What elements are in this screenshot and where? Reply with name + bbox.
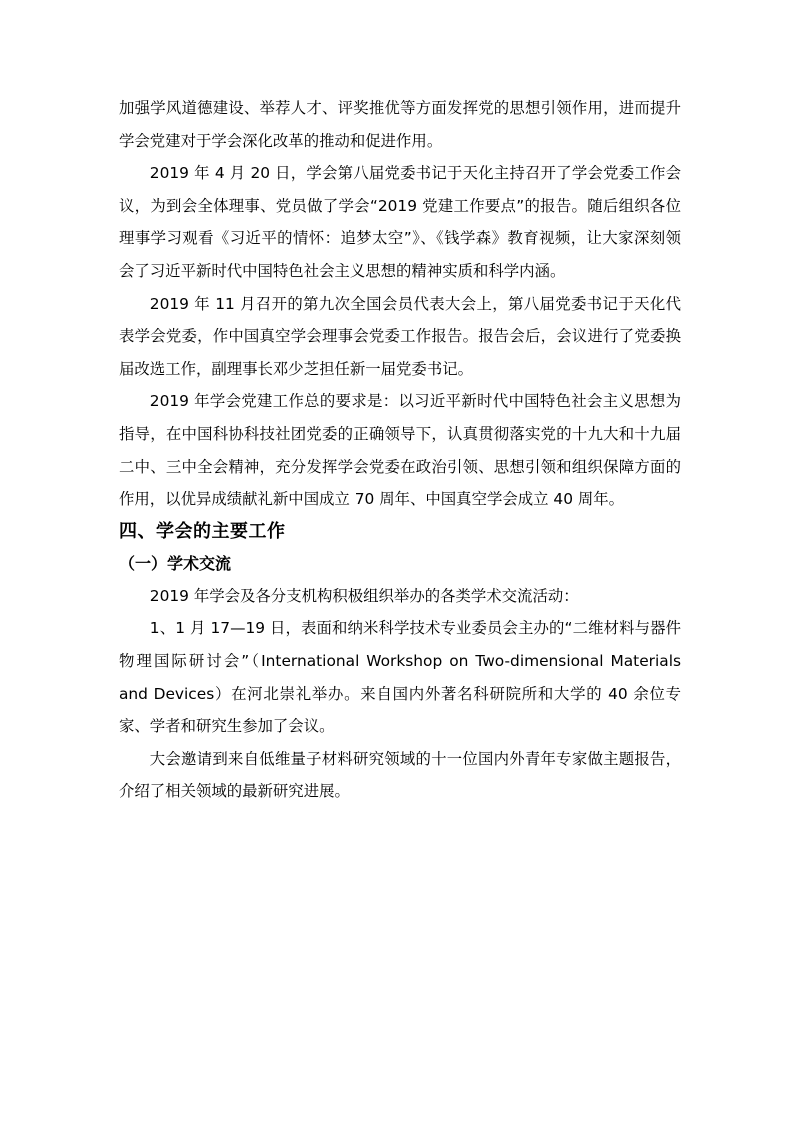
section-heading: 四、学会的主要工作 [119,520,286,542]
body-paragraph-3: 2019 年 11 月召开的第九次全国会员代表大会上，第八届党委书记于天化代表学会党委，作中国真空学会理事会党委工作报告。报告会后，会议进行了党委换届改选工作，副理事长邓少芝担任新一届党委书记。 [119,294,681,378]
subsection-heading: （一）学术交流 [119,553,232,573]
document-page [119,92,681,808]
body-paragraph-1: 加强学风道德建设、举荐人才、评奖推优等方面发挥党的思想引领作用，进而提升学会党建对于学会深化改革的推动和促进作用。 [119,99,681,150]
body-paragraph-4: 2019 年学会党建工作总的要求是：以习近平新时代中国特色社会主义思想为指导，在中国科协科技社团党委的正确领导下，认真贯彻落实党的十九大和十九届二中、三中全会精神，充分发挥学会党委在政治引领、思想引领和组织保障方面的作用，以优异成绩献礼新中国成立 70 周年、中国真空学会成立 40 周年。 [119,392,681,509]
body-paragraph-6: 1、1 月 17—19 日，表面和纳米科学技术专业委员会主办的“二维材料与器件物理国际研讨会”（International Workshop on Two-dimensional Materials and Devices）在河北崇礼举办。来自国内外著名科研院所和大学的 40 余位专家、学者和研究生参加了会议。 [119,619,681,736]
body-paragraph-5: 2019 年学会及各分支机构积极组织举办的各类学术交流活动： [149,586,579,605]
body-paragraph-7: 大会邀请到来自低维量子材料研究领域的十一位国内外青年专家做主题报告，介绍了相关领域的最新研究进展。 [119,749,681,801]
body-paragraph-2: 2019 年 4 月 20 日，学会第八届党委书记于天化主持召开了学会党委工作会议，为到会全体理事、党员做了学会“2019 党建工作要点”的报告。随后组织各位理事学习观看《习近平的情怀：追梦太空”》、《钱学森》教育视频，让大家深刻领会了习近平新时代中国特色社会主义思想的精神实质和科学内涵。 [119,164,681,280]
